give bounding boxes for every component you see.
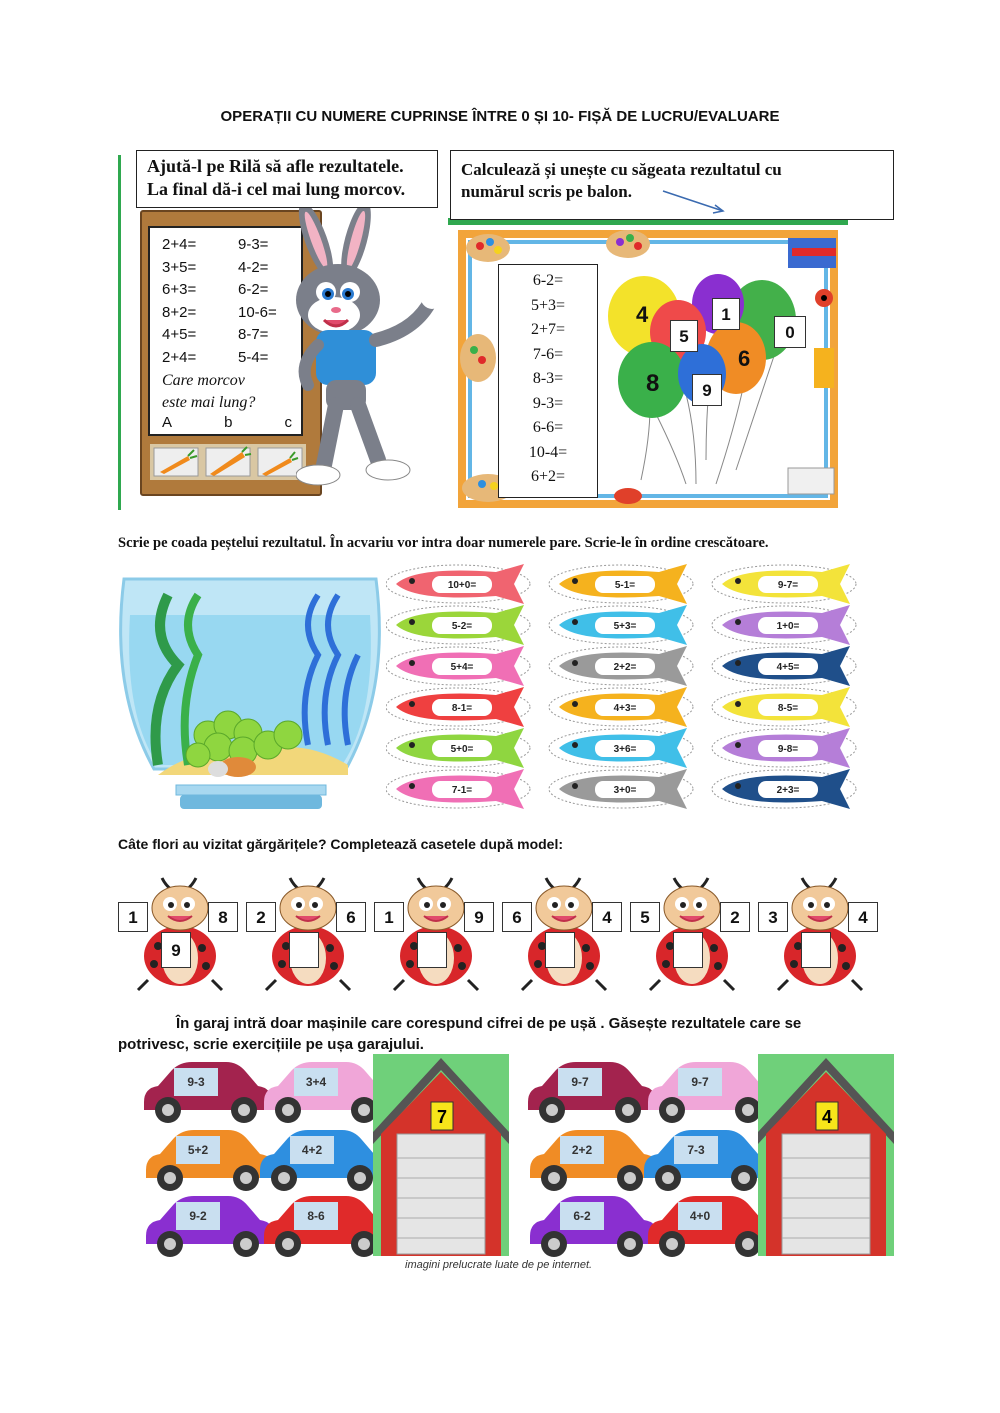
instruction-line: La final dă-i cel mai lung morcov. — [147, 179, 406, 199]
ladybug-sum-box[interactable] — [673, 932, 703, 968]
car-label: 9-3 — [187, 1075, 205, 1089]
op: 2+4= — [162, 236, 197, 253]
fish[interactable] — [712, 728, 856, 768]
car[interactable] — [260, 1130, 388, 1191]
ladybug-instruction: Câte flori au vizitat gărgărițele? Completează casetele după model: — [118, 836, 564, 852]
op: 8-3= — [532, 370, 564, 387]
carrot-slots — [150, 444, 306, 480]
ladybug-right-box[interactable]: 4 — [848, 902, 878, 932]
aquarium-illustration — [118, 575, 382, 815]
garage-left — [373, 1054, 509, 1256]
op: 10-6= — [238, 303, 277, 321]
balloon-number: 4 — [636, 302, 649, 327]
op: 6-2= — [238, 281, 269, 298]
garage-instruction — [118, 1013, 801, 1055]
footer-note: imagini prelucrate luate de pe internet. — [405, 1259, 593, 1271]
fish[interactable] — [549, 769, 693, 809]
car[interactable] — [144, 1062, 272, 1123]
ladybug-right-box[interactable]: 2 — [720, 902, 750, 932]
ladybug-row — [118, 872, 888, 997]
fish-label: 8-1= — [451, 703, 473, 714]
balloon-instruction — [450, 150, 894, 220]
fish-grid — [386, 562, 880, 812]
rabbit-instruction — [136, 150, 438, 208]
question-line: Care morcov — [162, 372, 245, 389]
ladybug-sum-box[interactable] — [545, 932, 575, 968]
car-label: 4+0 — [689, 1209, 711, 1223]
instruction-line: Ajută-l pe Rilă să afle rezultatele. — [147, 156, 404, 176]
fish[interactable] — [549, 687, 693, 727]
balloon-number: 8 — [646, 370, 660, 397]
fish[interactable] — [712, 646, 856, 686]
ladybug-left-box[interactable]: 6 — [502, 902, 532, 932]
choice-c: c — [284, 414, 292, 431]
fish[interactable] — [386, 687, 530, 727]
page-title: OPERAȚII CU NUMERE CUPRINSE ÎNTRE 0 ȘI 10- FIȘĂ DE LUCRU/EVALUARE — [220, 108, 780, 125]
op: 4+5= — [162, 326, 197, 343]
car[interactable] — [264, 1062, 392, 1123]
op: 5-4= — [238, 348, 269, 366]
fish-label: 3+0= — [613, 785, 637, 796]
fish[interactable] — [712, 769, 856, 809]
car[interactable] — [530, 1130, 658, 1191]
fish-label: 8-5= — [777, 703, 799, 714]
balloon-section — [448, 150, 848, 515]
fish-label: 7-1= — [451, 785, 473, 796]
car-label: 3+4 — [305, 1075, 327, 1089]
fish-label: 5-1= — [614, 580, 636, 591]
op: 3+5= — [162, 258, 197, 276]
ladybug-right-box[interactable]: 4 — [592, 902, 622, 932]
balloon-number: 6 — [738, 346, 751, 371]
rabbit-illustration — [296, 200, 446, 510]
instruction-line: numărul scris pe balon. — [461, 182, 632, 201]
car[interactable] — [264, 1196, 392, 1257]
carrot-icons — [150, 444, 306, 480]
ladybug-sum-box[interactable] — [289, 932, 319, 968]
op: 6+3= — [162, 281, 197, 298]
op: 2+4= — [162, 348, 197, 366]
op: 6-2= — [532, 272, 564, 289]
fish[interactable] — [386, 605, 530, 645]
car-label: 7-3 — [687, 1143, 705, 1157]
ladybug-right-box[interactable]: 8 — [208, 902, 238, 932]
fish-label: 2+3= — [776, 785, 800, 796]
instruction-line: potrivesc, scrie exercițiile pe ușa garajului. — [118, 1036, 424, 1053]
question-line: este mai lung? — [162, 394, 256, 411]
ladybug — [758, 872, 888, 994]
car-label: 2+2 — [571, 1143, 593, 1157]
balloon-number: 9 — [692, 374, 722, 406]
ladybug — [502, 872, 632, 994]
car-label: 9-7 — [691, 1075, 709, 1089]
op: 10-4= — [528, 443, 568, 461]
ladybug-sum-box[interactable] — [417, 932, 447, 968]
car[interactable] — [644, 1130, 772, 1191]
ladybug — [630, 872, 760, 994]
fish-label: 2+2= — [613, 662, 637, 673]
car[interactable] — [146, 1196, 274, 1257]
fish-label: 5-2= — [451, 621, 473, 632]
car[interactable] — [146, 1130, 274, 1191]
fish[interactable] — [712, 564, 856, 604]
fish-label: 1+0= — [776, 621, 800, 632]
ladybug-left-box[interactable]: 1 — [374, 902, 404, 932]
arrow-icon — [661, 187, 731, 217]
car-label: 5+2 — [187, 1143, 209, 1157]
ladybug — [118, 872, 248, 994]
fish[interactable] — [386, 728, 530, 768]
car[interactable] — [648, 1062, 776, 1123]
fish[interactable] — [386, 646, 530, 686]
fish-label: 4+3= — [613, 703, 637, 714]
car-label: 9-2 — [189, 1209, 207, 1223]
garage-number: 7 — [436, 1107, 448, 1127]
fish[interactable] — [549, 564, 693, 604]
fish-label: 3+6= — [613, 744, 637, 755]
garage-number: 4 — [821, 1107, 833, 1127]
op: 2+7= — [530, 321, 566, 338]
car-label: 4+2 — [301, 1143, 323, 1157]
car[interactable] — [530, 1196, 658, 1257]
balloon-number: 1 — [712, 298, 740, 330]
choice-b: b — [224, 414, 233, 431]
op: 6-6= — [532, 419, 564, 436]
fish[interactable] — [712, 605, 856, 645]
rabbit-section — [118, 150, 448, 515]
garage-right — [758, 1054, 894, 1256]
balloon-ops-box — [498, 264, 598, 498]
op: 7-6= — [532, 345, 564, 363]
op: 4-2= — [238, 258, 269, 276]
car[interactable] — [648, 1196, 776, 1257]
car-label: 8-6 — [307, 1209, 325, 1223]
fish[interactable] — [549, 728, 693, 768]
fish-label: 4+5= — [776, 662, 800, 673]
ladybug-sum-box[interactable]: 9 — [161, 932, 191, 968]
ladybug-sum-box[interactable] — [801, 932, 831, 968]
fish-label: 10+0= — [447, 580, 477, 591]
car-label: 6-2 — [573, 1209, 591, 1223]
op: 9-3= — [532, 394, 564, 412]
ladybug — [374, 872, 504, 994]
instruction-line: Calculează și unește cu săgeata rezultatul cu — [461, 160, 782, 179]
op: 8+2= — [162, 303, 197, 321]
ladybug — [246, 872, 376, 994]
op: 6+2= — [530, 468, 566, 485]
fish[interactable] — [712, 687, 856, 727]
fish-label: 5+3= — [613, 621, 637, 632]
fish-instruction: Scrie pe coada peștelui rezultatul. În acvariu vor intra doar numerele pare. Scrie-le în ordine crescătoare. — [118, 535, 769, 551]
fish[interactable] — [549, 646, 693, 686]
ladybug-left-box[interactable]: 1 — [118, 902, 148, 932]
fish-label: 9-7= — [777, 580, 799, 591]
fish[interactable] — [549, 605, 693, 645]
ladybug-left-box[interactable]: 2 — [246, 902, 276, 932]
instruction-line: În garaj intră doar mașinile care corespund cifrei de pe ușă . Găsește rezultatele care se — [176, 1015, 802, 1032]
ladybug-left-box[interactable]: 5 — [630, 902, 660, 932]
garage-area — [130, 1054, 898, 1258]
op: 5+3= — [530, 296, 566, 314]
fish[interactable] — [386, 769, 530, 809]
fish-label: 5+4= — [450, 662, 474, 673]
balloon-number: 0 — [774, 316, 806, 348]
op: 8-7= — [238, 326, 269, 343]
car-label: 9-7 — [571, 1075, 589, 1089]
balloon-number: 5 — [670, 320, 698, 352]
ladybug-right-box[interactable]: 6 — [336, 902, 366, 932]
car[interactable] — [528, 1062, 656, 1123]
choice-a: A — [162, 414, 173, 431]
ladybug-right-box[interactable]: 9 — [464, 902, 494, 932]
op: 9-3= — [238, 236, 269, 253]
rabbit-board — [148, 226, 303, 436]
fish[interactable] — [386, 564, 530, 604]
fish-label: 9-8= — [777, 744, 799, 755]
fish-label: 5+0= — [450, 744, 474, 755]
ladybug-left-box[interactable]: 3 — [758, 902, 788, 932]
